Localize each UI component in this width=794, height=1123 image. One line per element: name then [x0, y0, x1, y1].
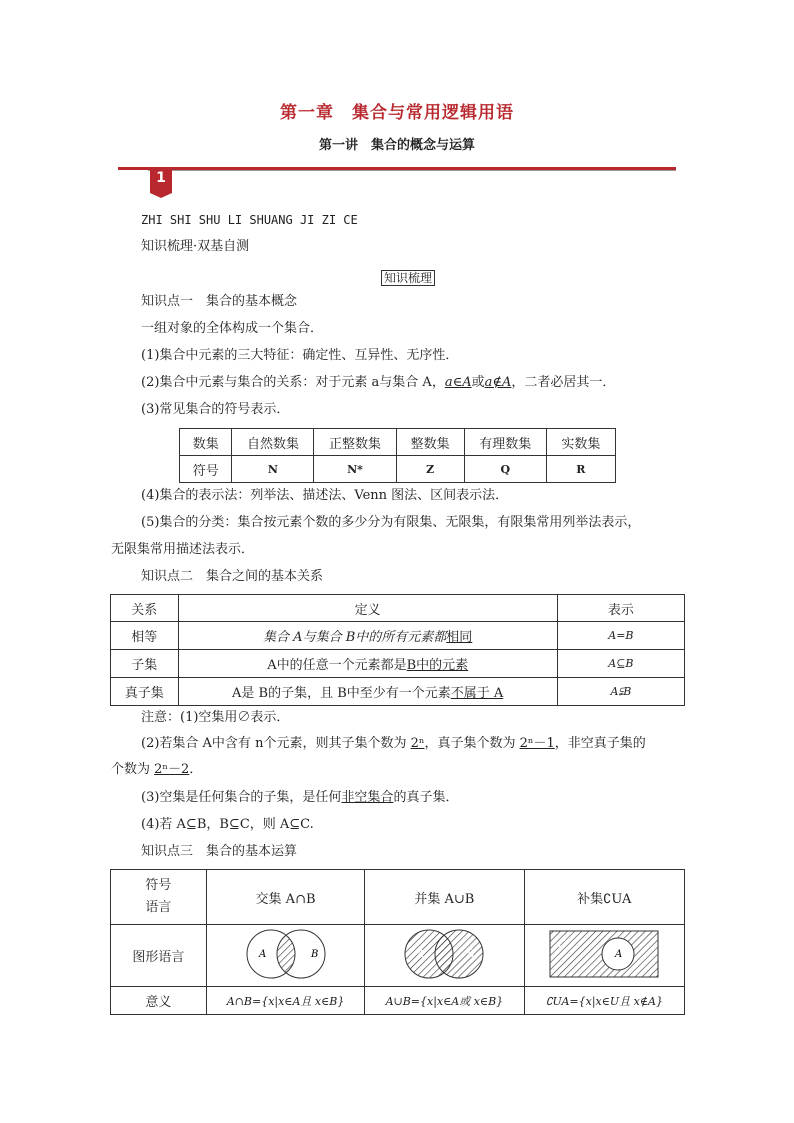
table-cell: 子集 [111, 650, 179, 678]
kp3-title: 知识点三 集合的基本运算 [141, 844, 298, 859]
svg-text:A: A [417, 948, 425, 960]
table-cell: 实数集 [546, 429, 615, 456]
number-set-table [179, 428, 616, 483]
table-cell: R [546, 456, 615, 483]
table-header: 表示 [557, 595, 684, 622]
relation-table [110, 594, 685, 706]
table-cell: A∩B={x|x∈A且 x∈B} [206, 987, 364, 1015]
table-corner: 符号 语言 [111, 870, 207, 925]
table-cell: A=B [557, 622, 684, 650]
table-cell: 数集 [180, 429, 232, 456]
kp2-note-2b: 个数为 2ⁿ－2． [111, 762, 203, 777]
table-cell: A是 B的子集，且 B中至少有一个元素不属于 A [178, 678, 557, 706]
kp2-note-2: (2)若集合 A中含有 n个元素，则其子集个数为 2ⁿ，真子集个数为 2ⁿ－1，非空真子集的 [141, 736, 646, 751]
kp1-point-4: (4)集合的表示法：列举法、描述法、Venn 图法、区间表示法． [141, 488, 509, 503]
table-cell: 自然数集 [232, 429, 314, 456]
svg-text:A: A [615, 948, 623, 960]
kp1-title: 知识点一 集合的基本概念 [141, 294, 298, 309]
pinyin-heading: ZHI SHI SHU LI SHUANG JI ZI CE [141, 213, 358, 227]
table-cell: Q [464, 456, 546, 483]
table-header: 关系 [111, 595, 179, 622]
operation-table [110, 869, 685, 1015]
venn-complement [524, 925, 684, 987]
kp1-point-2: (2)集合中元素与集合的关系：对于元素 a与集合 A，a∈A或a∉A，二者必居其一． [141, 375, 616, 390]
table-cell: 图形语言 [111, 925, 207, 987]
venn-intersection [206, 925, 364, 987]
table-header: 并集 A∪B [365, 870, 524, 925]
table-cell: 真子集 [111, 678, 179, 706]
header-line-top [118, 167, 676, 170]
chapter-title: 第一章 集合与常用逻辑用语 [280, 103, 514, 123]
svg-text:B: B [310, 948, 318, 960]
svg-text:B: B [467, 948, 475, 960]
table-cell: N* [314, 456, 396, 483]
section-name: 知识梳理·双基自测 [141, 239, 250, 254]
table-cell: 集合 A与集合 B中的所有元素都相同 [178, 622, 557, 650]
table-cell: Z [396, 456, 464, 483]
table-cell: A⫋B [557, 678, 684, 706]
section-badge: 1 [156, 170, 166, 186]
lecture-title: 第一讲 集合的概念与运算 [318, 138, 475, 153]
table-cell: 正整数集 [314, 429, 396, 456]
table-cell: 符号 [180, 456, 232, 483]
table-header: 交集 A∩B [206, 870, 364, 925]
kp2-note-1: 注意：(1)空集用∅表示． [141, 710, 290, 725]
table-cell: A∪B={x|x∈A或 x∈B} [365, 987, 524, 1015]
table-cell: 意义 [111, 987, 207, 1015]
kp1-point-5a: (5)集合的分类：集合按元素个数的多少分为有限集、无限集，有限集常用列举法表示， [141, 515, 641, 530]
table-header: 定义 [178, 595, 557, 622]
kp1-point-1: (1)集合中元素的三大特征：确定性、互异性、无序性． [141, 348, 459, 363]
table-cell: 整数集 [396, 429, 464, 456]
kp2-note-4: (4)若 A⊆B，B⊆C，则 A⊆C. [141, 817, 314, 832]
table-cell: ∁UA={x|x∈U且 x∉A} [524, 987, 684, 1015]
boxed-heading: 知识梳理 [381, 270, 435, 286]
table-header: 补集∁UA [524, 870, 684, 925]
table-cell: 相等 [111, 622, 179, 650]
venn-union [365, 925, 524, 987]
table-cell: 有理数集 [464, 429, 546, 456]
table-cell: N [232, 456, 314, 483]
header-line-thin [148, 170, 676, 171]
kp1-point-3: (3)常见集合的符号表示． [141, 402, 290, 417]
kp1-point-5b: 无限集常用描述法表示． [111, 542, 255, 557]
table-cell: A⊆B [557, 650, 684, 678]
kp2-note-3: (3)空集是任何集合的子集，是任何非空集合的真子集． [141, 790, 459, 805]
section-header-bar [118, 165, 676, 199]
kp2-title: 知识点二 集合之间的基本关系 [141, 569, 324, 584]
svg-text:A: A [258, 948, 266, 960]
table-cell: A中的任意一个元素都是B中的元素 [178, 650, 557, 678]
svg-text:U: U [558, 939, 567, 951]
kp1-definition: 一组对象的全体构成一个集合． [141, 321, 324, 336]
